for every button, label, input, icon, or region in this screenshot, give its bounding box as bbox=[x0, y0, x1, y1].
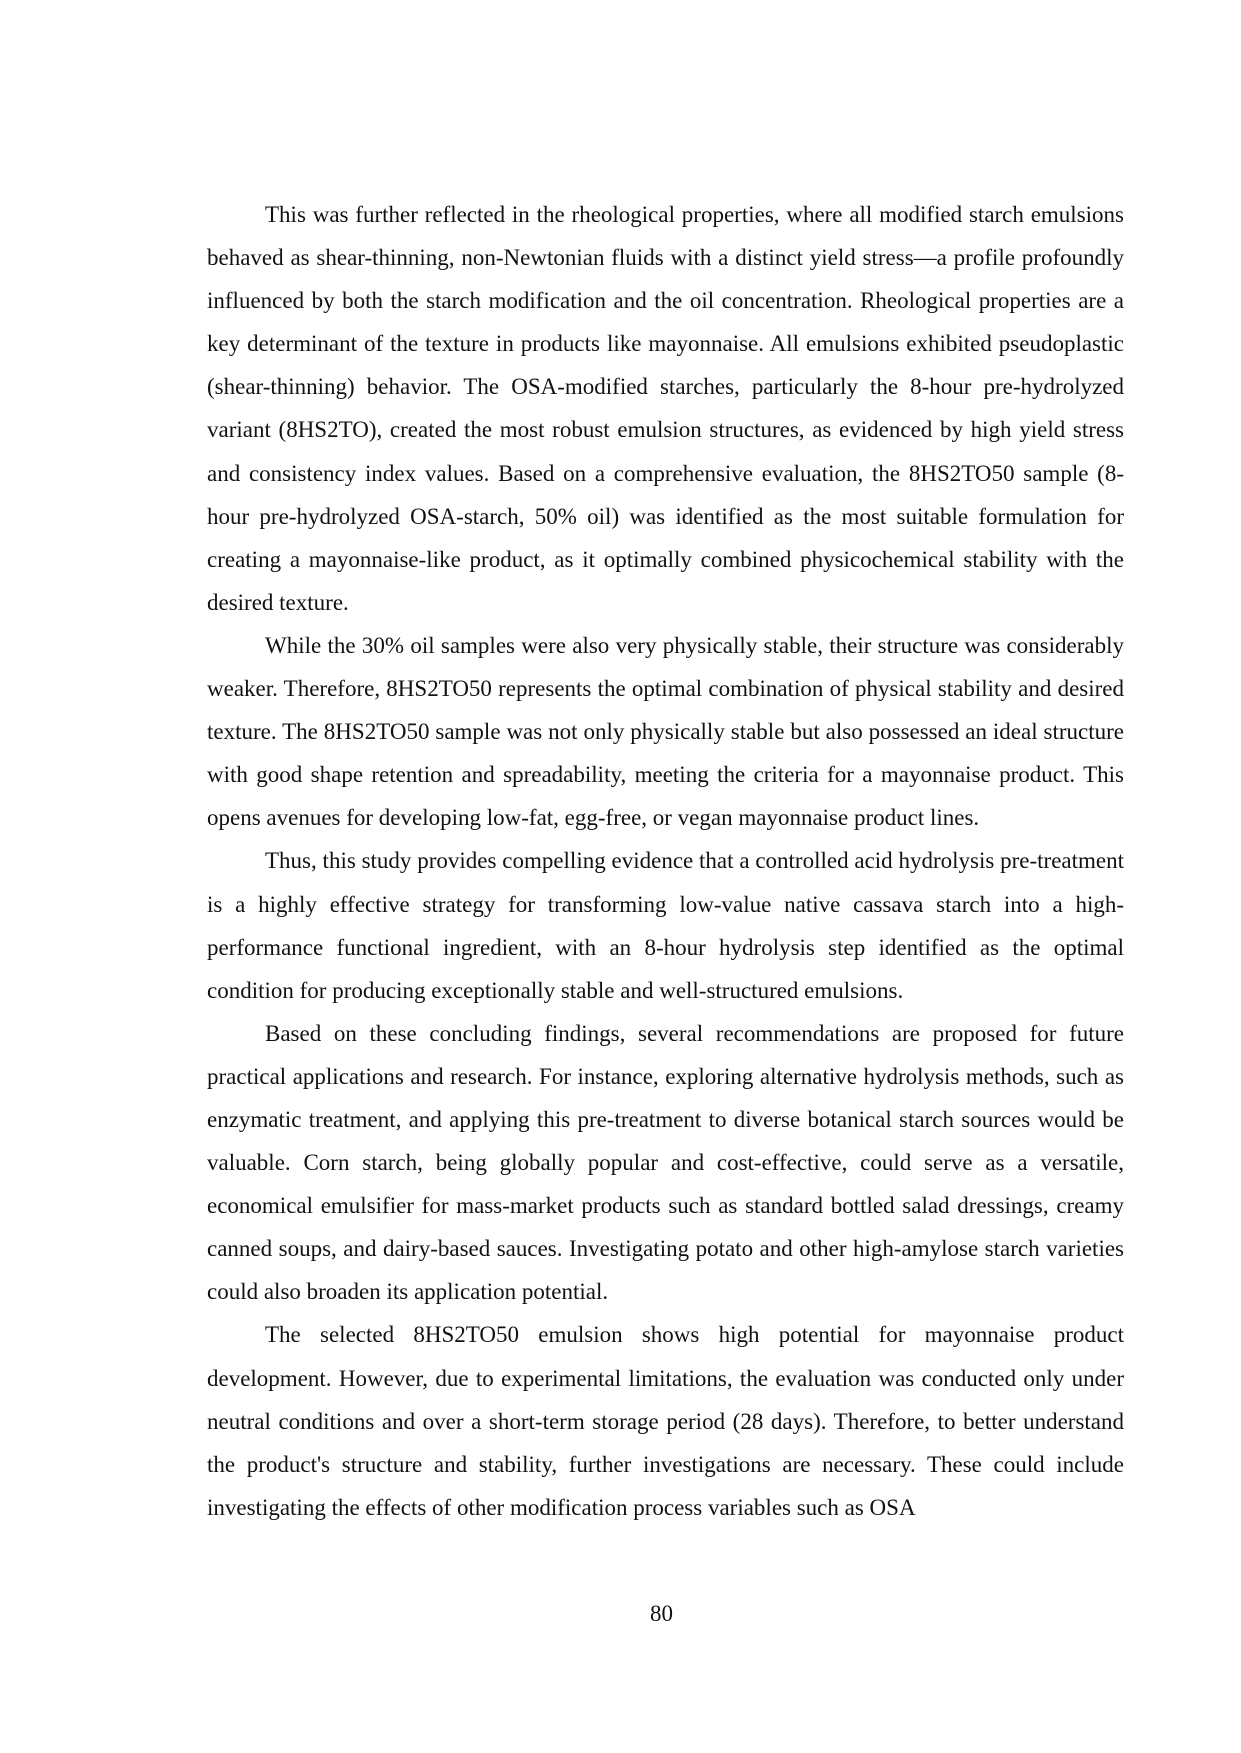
paragraph-limitations: The selected 8HS2TO50 emulsion shows high potential for mayonnaise product development. However, due to experimental limitations, the evaluation was conducted only under neutral conditions and over a short-term storage period (28 days). Therefore, to better understand the product's structure and stability, further investigations are necessary. These could include investigating the effects of other modification process variables such as OSA bbox=[207, 1322, 1124, 1520]
paragraph-oil-stability: While the 30% oil samples were also very physically stable, their structure was considerably weaker. Therefore, 8HS2TO50 represents the optimal combination of physical stability and desired texture. The 8HS2TO50 sample was not only physically stable but also possessed an ideal structure with good shape retention and spreadability, meeting the criteria for a mayonnaise product. This opens avenues for developing low-fat, egg-free, or vegan mayonnaise product lines. bbox=[207, 632, 1124, 831]
paragraph-rheology: This was further reflected in the rheological properties, where all modified starch emulsions behaved as shear-thinning, non-Newtonian fluids with a distinct yield stress—a profile profoundly influenced by both the starch modification and the oil concentration. Rheological properties are a key determinant of the texture in products like mayonnaise. All emulsions exhibited pseudoplastic (shear-thinning) behavior. The OSA-modified starches, particularly the 8-hour pre-hydrolyzed variant (8HS2TO), created the most robust emulsion structures, as evidenced by high yield stress and consistency index values. Based on a comprehensive evaluation, the 8HS2TO50 sample (8-hour pre-hydrolyzed OSA-starch, 50% oil) was identified as the most suitable formulation for creating a mayonnaise-like product, as it optimally combined physicochemical stability with the desired texture. bbox=[207, 202, 1124, 615]
paragraph-recommendations: Based on these concluding findings, several recommendations are proposed for future practical applications and research. For instance, exploring alternative hydrolysis methods, such as enzymatic treatment, and applying this pre-treatment to diverse botanical starch sources would be valuable. Corn starch, being globally popular and cost-effective, could serve as a versatile, economical emulsifier for mass-market products such as standard bottled salad dressings, creamy canned soups, and dairy-based sauces. Investigating potato and other high-amylose starch varieties could also broaden its application potential. bbox=[207, 1020, 1124, 1305]
paragraph-hydrolysis-evidence: Thus, this study provides compelling evidence that a controlled acid hydrolysis pre-treatment is a highly effective strategy for transforming low-value native cassava starch into a high-performance functional ingredient, with an 8-hour hydrolysis step identified as the optimal condition for producing exceptionally stable and well-structured emulsions. bbox=[207, 848, 1124, 1003]
page-number: 80 bbox=[650, 1601, 673, 1626]
body-text bbox=[207, 193, 1124, 1529]
